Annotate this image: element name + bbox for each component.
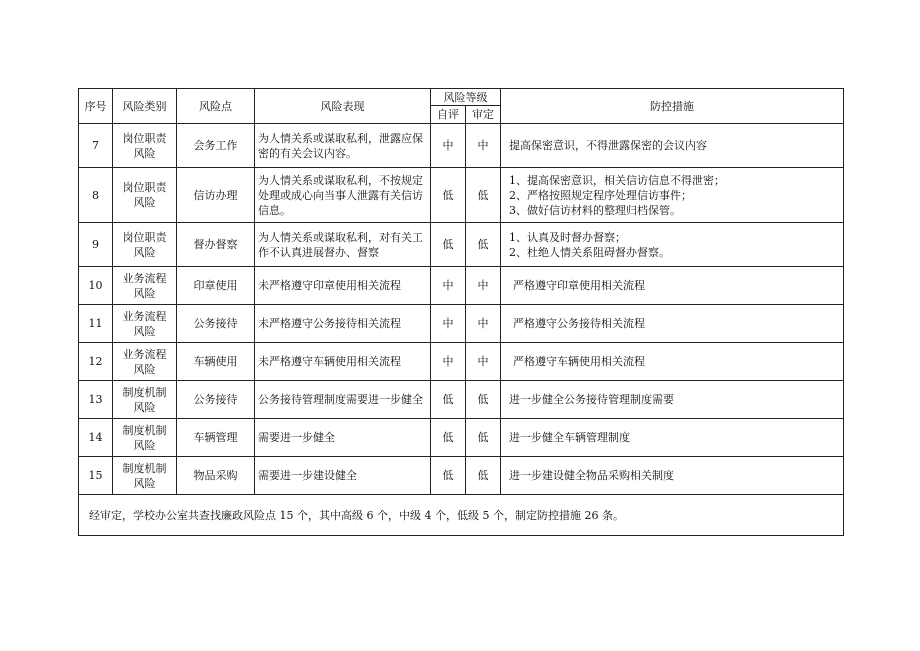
risk-table-container (78, 88, 843, 536)
cell-manifestation: 未严格遵守车辆使用相关流程 (255, 343, 431, 381)
cell-measures: 严格遵守印章使用相关流程 (501, 267, 844, 305)
cell-category: 制度机制 风险 (113, 419, 177, 457)
cell-self-eval: 低 (431, 419, 466, 457)
table-row (79, 223, 844, 267)
cell-self-eval: 中 (431, 305, 466, 343)
table-row (79, 267, 844, 305)
cell-manifestation: 需要进一步健全 (255, 419, 431, 457)
cell-self-eval: 中 (431, 267, 466, 305)
cell-self-eval: 低 (431, 457, 466, 495)
cell-category: 制度机制 风险 (113, 457, 177, 495)
cell-seq: 11 (79, 305, 113, 343)
cell-point: 督办督察 (177, 223, 255, 267)
cell-manifestation: 需要进一步建设健全 (255, 457, 431, 495)
cell-category: 业务流程 风险 (113, 343, 177, 381)
cell-point: 公务接待 (177, 381, 255, 419)
cell-measures: 严格遵守车辆使用相关流程 (501, 343, 844, 381)
summary-text: 经审定，学校办公室共查找廉政风险点 15 个，其中高级 6 个，中级 4 个，低级 5 个，制定防控措施 26 条。 (79, 495, 844, 536)
cell-review: 中 (466, 343, 501, 381)
table-row (79, 381, 844, 419)
cell-self-eval: 低 (431, 168, 466, 223)
cell-seq: 8 (79, 168, 113, 223)
header-review: 审定 (466, 106, 501, 124)
cell-point: 信访办理 (177, 168, 255, 223)
header-manifestation: 风险表现 (255, 89, 431, 124)
cell-review: 低 (466, 381, 501, 419)
cell-measures: 进一步健全车辆管理制度 (501, 419, 844, 457)
table-row (79, 343, 844, 381)
cell-self-eval: 中 (431, 343, 466, 381)
header-category: 风险类别 (113, 89, 177, 124)
cell-measures: 提高保密意识，不得泄露保密的会议内容 (501, 124, 844, 168)
cell-category: 岗位职责 风险 (113, 223, 177, 267)
cell-review: 中 (466, 305, 501, 343)
header-level: 风险等级 (431, 89, 501, 106)
cell-category: 岗位职责 风险 (113, 124, 177, 168)
cell-measures: 进一步建设健全物品采购相关制度 (501, 457, 844, 495)
cell-review: 低 (466, 168, 501, 223)
cell-measures: 进一步健全公务接待管理制度需要 (501, 381, 844, 419)
cell-manifestation: 公务接待管理制度需要进一步健全 (255, 381, 431, 419)
table-row (79, 419, 844, 457)
table-row (79, 457, 844, 495)
table-row (79, 124, 844, 168)
cell-review: 低 (466, 419, 501, 457)
cell-self-eval: 中 (431, 124, 466, 168)
cell-category: 岗位职责 风险 (113, 168, 177, 223)
cell-point: 车辆使用 (177, 343, 255, 381)
cell-category: 业务流程 风险 (113, 267, 177, 305)
cell-manifestation: 为人情关系或谋取私利，泄露应保密的有关会议内容。 (255, 124, 431, 168)
cell-self-eval: 低 (431, 381, 466, 419)
header-measures: 防控措施 (501, 89, 844, 124)
cell-seq: 14 (79, 419, 113, 457)
cell-measures: 严格遵守公务接待相关流程 (501, 305, 844, 343)
cell-category: 业务流程 风险 (113, 305, 177, 343)
cell-seq: 12 (79, 343, 113, 381)
cell-manifestation: 未严格遵守印章使用相关流程 (255, 267, 431, 305)
summary-row (79, 495, 844, 536)
table-row (79, 305, 844, 343)
cell-manifestation: 未严格遵守公务接待相关流程 (255, 305, 431, 343)
cell-review: 中 (466, 124, 501, 168)
cell-point: 会务工作 (177, 124, 255, 168)
risk-table (78, 88, 844, 536)
cell-review: 中 (466, 267, 501, 305)
cell-seq: 7 (79, 124, 113, 168)
cell-measures: 1、提高保密意识，相关信访信息不得泄密； 2、严格按照规定程序处理信访事件； 3、做好信访材料的整理归档保管。 (501, 168, 844, 223)
cell-measures: 1、认真及时督办督察； 2、杜绝人情关系阻碍督办督察。 (501, 223, 844, 267)
cell-self-eval: 低 (431, 223, 466, 267)
cell-seq: 13 (79, 381, 113, 419)
cell-review: 低 (466, 457, 501, 495)
cell-seq: 9 (79, 223, 113, 267)
cell-seq: 10 (79, 267, 113, 305)
cell-point: 车辆管理 (177, 419, 255, 457)
cell-manifestation: 为人情关系或谋取私利，对有关工作不认真进展督办、督察 (255, 223, 431, 267)
cell-point: 印章使用 (177, 267, 255, 305)
cell-point: 物品采购 (177, 457, 255, 495)
header-self-eval: 自评 (431, 106, 466, 124)
cell-manifestation: 为人情关系或谋取私利，不按规定处理或成心向当事人泄露有关信访信息。 (255, 168, 431, 223)
cell-point: 公务接待 (177, 305, 255, 343)
cell-seq: 15 (79, 457, 113, 495)
cell-category: 制度机制 风险 (113, 381, 177, 419)
table-row (79, 168, 844, 223)
header-point: 风险点 (177, 89, 255, 124)
cell-review: 低 (466, 223, 501, 267)
header-seq: 序号 (79, 89, 113, 124)
